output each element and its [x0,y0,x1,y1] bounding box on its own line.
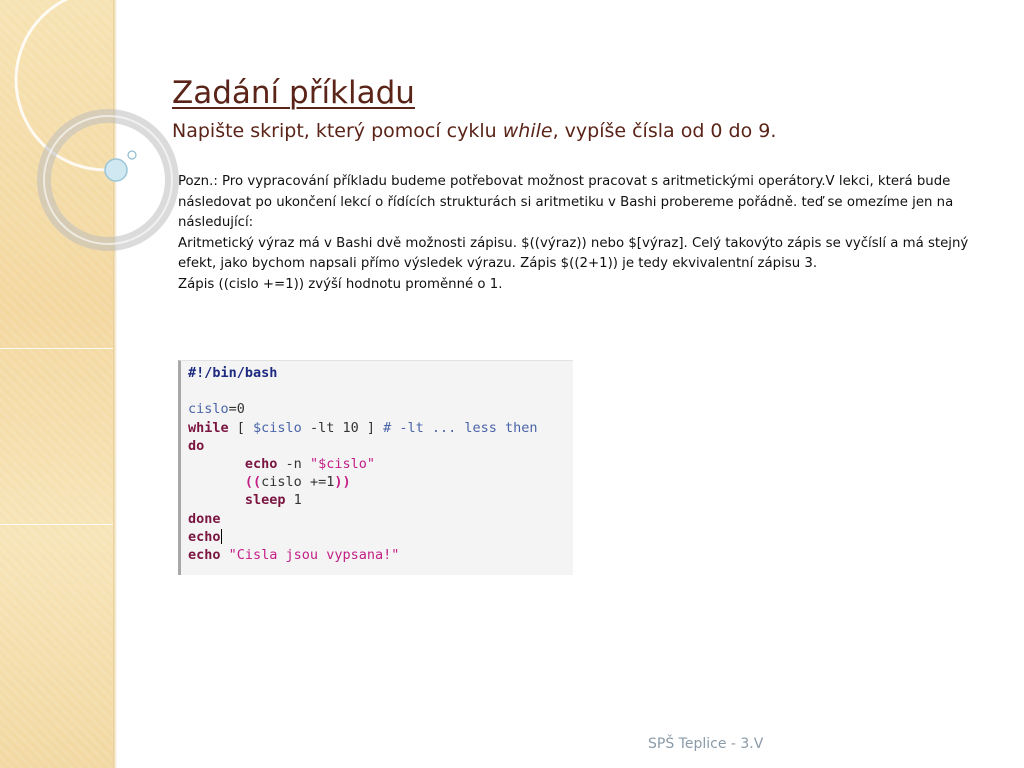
code-comment: # -lt ... less then [383,419,538,436]
subtitle-text-before: Napište skript, který pomocí cyklu [172,120,503,142]
body-text [178,172,978,295]
code-keyword: sleep [244,492,286,509]
deco-bubble-large [105,159,127,181]
code-string: "$cislo" [309,456,375,473]
code-text: 1 [285,492,302,509]
code-indent [188,492,245,508]
code-keyword: echo [188,528,221,545]
code-keyword: do [188,437,205,454]
code-variable: $cislo [253,419,302,436]
code-keyword: echo [244,456,278,473]
sidebar-line [0,524,113,525]
slide-footer: SPŠ Teplice - 3.V [648,736,764,752]
code-shebang: #!/bin/bash [188,365,278,381]
body-paragraph-arithmetic: Aritmetický výraz má v Bashi dvě možnosti zápisu. $((výraz)) nebo $[výraz]. Celý takovýto zápis se vyčíslí a má stejný efekt, jako bychom napsali přímo výsledek výrazu. Zápis $((2+1)) je tedy ekvivalentní zápisu 3. [178,235,969,271]
code-indent [188,456,245,472]
deco-circle-ring-highlight [44,116,172,244]
slide-title: Zadání příkladu [172,75,415,111]
code-text: -n [277,456,310,473]
code-screenshot [178,360,573,575]
title-block [172,74,992,144]
code-text: -lt 10 ] [301,419,384,436]
sidebar-line [0,348,113,349]
code-listing [188,364,538,564]
code-keyword: while [188,419,229,436]
code-variable: cislo [188,401,229,418]
slide-subtitle [172,118,992,144]
subtitle-text-after: , vypíše čísla od 0 do 9. [552,120,777,142]
code-indent [188,474,245,490]
code-keyword: echo [188,547,221,564]
body-paragraph-increment: Zápis ((cislo +=1)) zvýší hodnotu proměnné o 1. [178,276,503,292]
code-text: [ [228,419,254,436]
code-paren-close: )) [334,474,351,491]
code-keyword: done [188,510,221,527]
code-paren-open: (( [244,474,262,491]
subtitle-keyword: while [502,120,553,142]
decorative-circles [0,0,200,260]
text-cursor [221,529,222,544]
deco-bubble-small [128,151,136,159]
code-string: "Cisla jsou vypsana!" [228,547,400,564]
body-paragraph-note: Pozn.: Pro vypracování příkladu budeme potřebovat možnost pracovat s aritmetickými operátory.V lekci, která bude následovat po ukončení lekcí o řídících strukturách si aritmetiku v Bashi probereme pořádně. teď se omezíme jen na následující: [178,174,954,230]
code-text: =0 [228,401,245,418]
code-text: cislo +=1 [261,474,335,491]
